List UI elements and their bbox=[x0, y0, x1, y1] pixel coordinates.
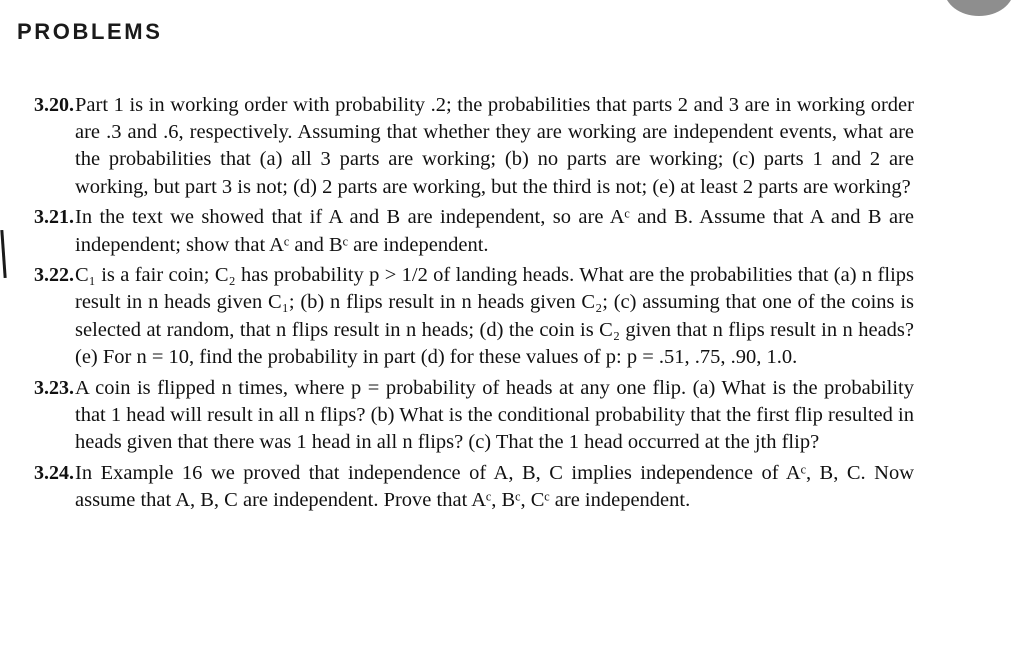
section-heading: PROBLEMS bbox=[17, 19, 163, 44]
problem-number: 3.23. bbox=[34, 376, 74, 399]
corner-shape bbox=[944, 0, 1014, 16]
problem-number: 3.22. bbox=[34, 264, 74, 287]
problem-text: In the text we showed that if A and B are independent, so are Aᶜ and B. Assume that A and B are independent; show that Aᶜ and Bᶜ are independent. bbox=[75, 206, 914, 256]
problem-text: C₁ is a fair coin; C₂ has probability p > 1/2 of landing heads. What are the probabilities that (a) n flips result in n heads given C₁; (b) n flips result in n heads given C₂; (c) assuming that one of the coins is selected at random, that n flips result in n heads; (d) the coin is C₂ given that n flips result in n heads? (e) For n = 10, find the probability in part (d) for these values of p: p = .51, .75, .90, 1.0. bbox=[75, 264, 914, 368]
problem-3-24 bbox=[34, 460, 914, 514]
problem-text: Part 1 is in working order with probability .2; the probabilities that parts 2 and 3 are in working order are .3 and .6, respectively. Assuming that whether they are working are independent events, what are the probabilities that (a) all 3 parts are working; (b) no parts are working; (c) parts 1 and 2 are working, but part 3 is not; (d) 2 parts are working, but the third is not; (e) at least 2 parts are working? bbox=[75, 94, 914, 198]
problem-3-20 bbox=[34, 92, 914, 201]
problem-list bbox=[34, 92, 914, 514]
problem-3-22 bbox=[34, 262, 914, 371]
problem-3-21 bbox=[34, 204, 914, 258]
problem-text: A coin is flipped n times, where p = probability of heads at any one flip. (a) What is the probability that 1 head will result in all n flips? (b) What is the conditional probability that the first flip resulted in heads given that there was 1 head in all n flips? (c) That the 1 head occurred at the jth flip? bbox=[75, 376, 914, 453]
problem-number: 3.24. bbox=[34, 461, 74, 484]
margin-mark bbox=[0, 230, 6, 278]
problem-number: 3.20. bbox=[34, 94, 74, 116]
problem-text: In Example 16 we proved that independence of A, B, C implies independence of Aᶜ, B, C. Now assume that A, B, C are independent. Prove that Aᶜ, Bᶜ, Cᶜ are independent. bbox=[75, 461, 914, 511]
problem-number: 3.21. bbox=[34, 206, 74, 229]
problem-3-23 bbox=[34, 375, 914, 457]
